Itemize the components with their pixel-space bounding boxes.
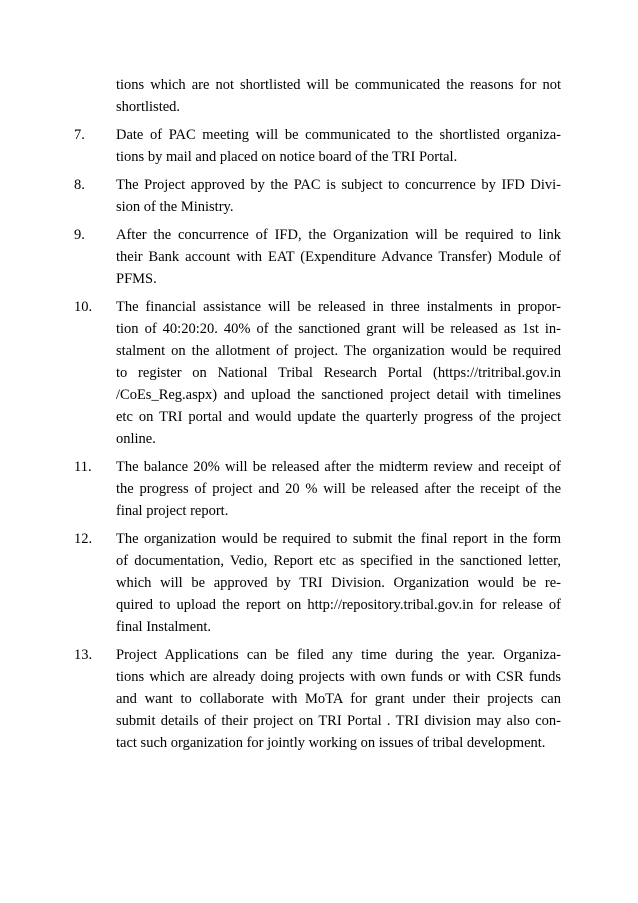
list-item-7 <box>74 124 561 168</box>
text-line: to register on National Tribal Research Portal (https://tritribal.gov.in <box>116 365 561 381</box>
text-line: Project Applications can be filed any time during the year. Organiza- <box>116 647 561 663</box>
item-number: 8. <box>74 177 85 193</box>
text-line: tions which are already doing projects with own funds or with CSR funds <box>116 669 561 685</box>
text-line: sion of the Ministry. <box>116 199 234 215</box>
item-number: 11. <box>74 459 92 475</box>
text-line: quired to upload the report on http://repository.tribal.gov.in for release of <box>116 597 561 613</box>
text-line: The organization would be required to submit the final report in the form <box>116 531 561 547</box>
list-item-8 <box>74 174 561 218</box>
text-line: which will be approved by TRI Division. Organization would be re- <box>116 575 561 591</box>
list-item-11 <box>74 456 561 522</box>
text-line: final Instalment. <box>116 619 212 635</box>
text-line: and want to collaborate with MoTA for grant under their projects can <box>116 691 561 707</box>
numbered-list <box>74 74 561 760</box>
text-line: stalment on the allotment of project. The organization would be required <box>116 343 561 359</box>
text-line: PFMS. <box>116 271 157 287</box>
text-line: /CoEs_Reg.aspx) and upload the sanctioned project detail with timelines <box>116 387 561 403</box>
item-number: 10. <box>74 299 93 315</box>
item-number: 9. <box>74 227 85 243</box>
text-line: tion of 40:20:20. 40% of the sanctioned grant will be released as 1st in- <box>116 321 561 337</box>
text-line: shortlisted. <box>116 99 181 115</box>
list-item-10 <box>74 296 561 450</box>
text-line: of documentation, Vedio, Report etc as specified in the sanctioned letter, <box>116 553 561 569</box>
text-line: final project report. <box>116 503 229 519</box>
text-line: The balance 20% will be released after the midterm review and receipt of <box>116 459 561 475</box>
list-item-13 <box>74 644 561 754</box>
list-item-6-continuation <box>95 74 561 118</box>
text-line: Date of PAC meeting will be communicated to the shortlisted organiza- <box>116 127 561 143</box>
text-line: the progress of project and 20 % will be released after the receipt of the <box>116 481 561 497</box>
item-number: 7. <box>74 127 85 143</box>
text-line: submit details of their project on TRI Portal . TRI division may also con- <box>116 713 561 729</box>
text-line: tact such organization for jointly working on issues of tribal development. <box>116 735 546 751</box>
item-number: 12. <box>74 531 93 547</box>
text-line: The financial assistance will be released in three instalments in propor- <box>116 299 561 315</box>
text-line: After the concurrence of IFD, the Organization will be required to link <box>116 227 561 243</box>
list-item-9 <box>74 224 561 290</box>
text-line: tions by mail and placed on notice board of the TRI Portal. <box>116 149 458 165</box>
text-line: The Project approved by the PAC is subject to concurrence by IFD Divi- <box>116 177 561 193</box>
text-line: online. <box>116 431 156 447</box>
text-line: etc on TRI portal and would update the quarterly progress of the project <box>116 409 561 425</box>
list-item-12 <box>74 528 561 638</box>
text-line: tions which are not shortlisted will be communicated the reasons for not <box>116 77 561 93</box>
item-number: 13. <box>74 647 93 663</box>
text-line: their Bank account with EAT (Expenditure Advance Transfer) Module of <box>116 249 561 265</box>
